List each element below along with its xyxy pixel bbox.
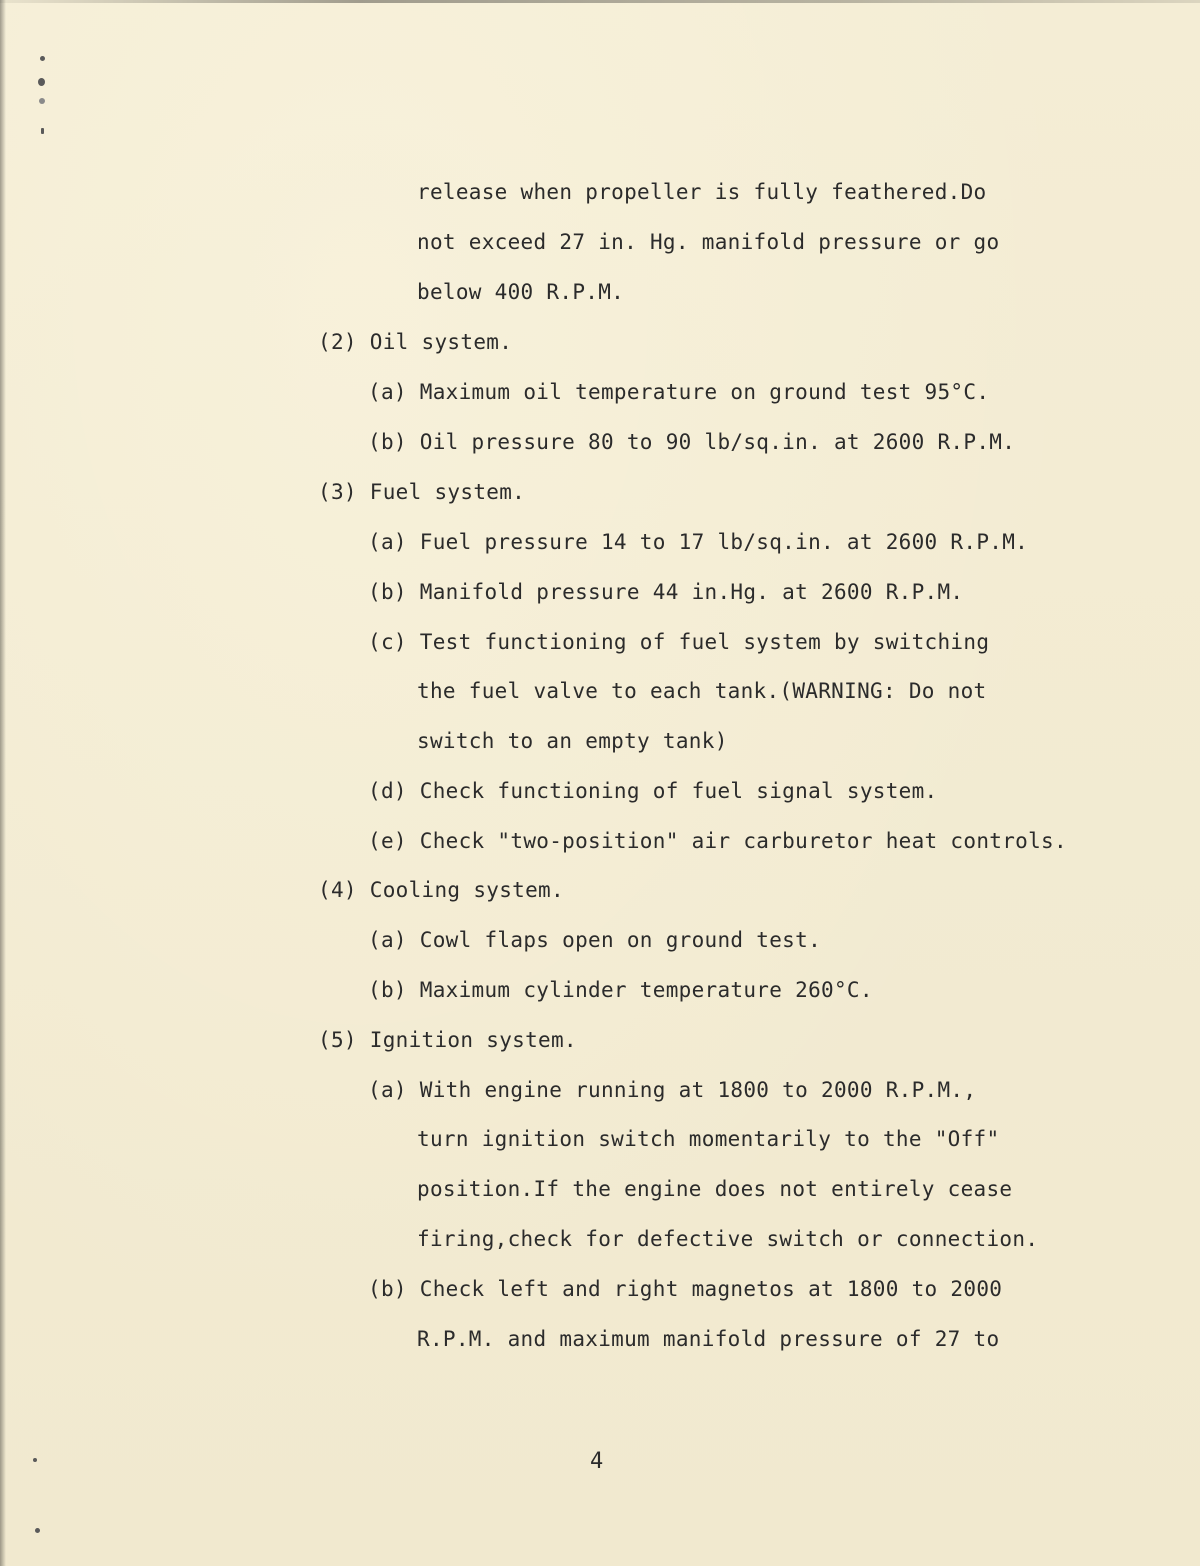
list-item: (c) Test functioning of fuel system by switching (368, 630, 990, 654)
list-item: (e) Check "two-position" air carburetor heat controls. (368, 829, 1067, 853)
punch-mark (33, 1458, 37, 1462)
list-item: (b) Oil pressure 80 to 90 lb/sq.in. at 2600 R.P.M. (368, 430, 1016, 454)
punch-mark (39, 98, 45, 104)
list-item: (a) Fuel pressure 14 to 17 lb/sq.in. at 2600 R.P.M. (368, 530, 1029, 554)
list-item: (b) Maximum cylinder temperature 260°C. (368, 978, 873, 1002)
page-left-edge (0, 0, 6, 1566)
list-item-continuation: turn ignition switch momentarily to the "Off" (417, 1127, 1000, 1151)
list-item: (d) Check functioning of fuel signal system. (368, 779, 938, 803)
punch-mark (40, 56, 45, 61)
list-item: (b) Manifold pressure 44 in.Hg. at 2600 R.P.M. (368, 580, 964, 604)
section-heading-fuel-system: (3) Fuel system. (318, 480, 526, 504)
list-item-continuation: position.If the engine does not entirely cease (417, 1177, 1013, 1201)
page-top-edge (0, 0, 1200, 3)
list-item: (a) With engine running at 1800 to 2000 R.P.M., (368, 1078, 977, 1102)
list-item: (a) Maximum oil temperature on ground test 95°C. (368, 380, 990, 404)
section-heading-oil-system: (2) Oil system. (318, 330, 513, 354)
punch-mark (35, 1528, 40, 1533)
list-item: (a) Cowl flaps open on ground test. (368, 928, 822, 952)
list-item-continuation: switch to an empty tank) (417, 729, 728, 753)
punch-mark (41, 128, 44, 134)
text-line: not exceed 27 in. Hg. manifold pressure or go (417, 230, 1000, 254)
list-item-continuation: R.P.M. and maximum manifold pressure of 27 to (417, 1327, 1000, 1351)
punch-mark (38, 78, 45, 86)
section-heading-cooling-system: (4) Cooling system. (318, 878, 564, 902)
page-number: 4 (590, 1449, 604, 1474)
text-line: release when propeller is fully feathered.Do (417, 180, 987, 204)
text-line: below 400 R.P.M. (417, 280, 625, 304)
list-item-continuation: the fuel valve to each tank.(WARNING: Do not (417, 679, 987, 703)
section-heading-ignition-system: (5) Ignition system. (318, 1028, 577, 1052)
list-item: (b) Check left and right magnetos at 1800 to 2000 (368, 1277, 1003, 1301)
list-item-continuation: firing,check for defective switch or connection. (417, 1227, 1039, 1251)
